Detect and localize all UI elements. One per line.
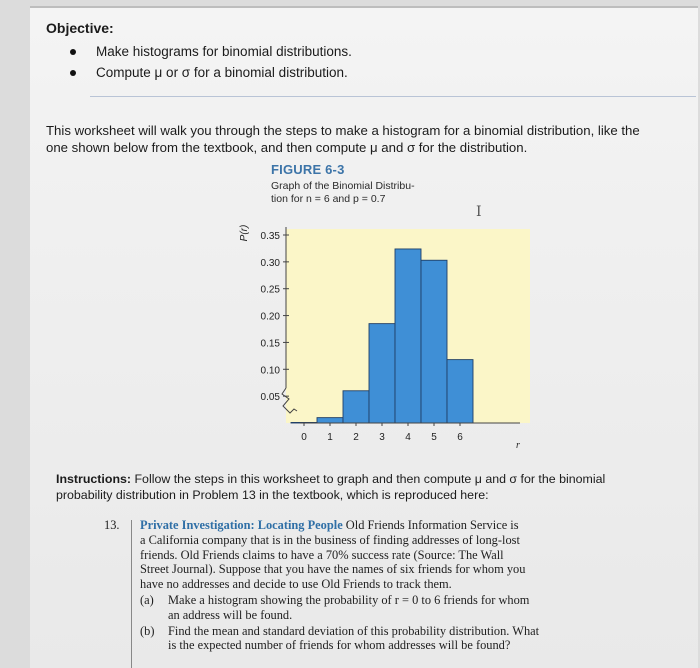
intro-paragraph — [46, 122, 686, 156]
problem-line: a California company that is in the business of finding addresses of long-lost — [140, 532, 520, 547]
part-a-label: (a) — [140, 592, 154, 607]
x-tick-label: 6 — [457, 432, 463, 443]
instructions-label: Instructions: — [56, 472, 132, 486]
problem-line: Make a histogram showing the probability of r = 0 to 6 friends for whom — [168, 592, 530, 607]
problem-body — [140, 518, 596, 653]
binomial-histogram — [200, 208, 530, 458]
histogram-bar — [421, 260, 447, 423]
y-tick-label: 0.20 — [260, 311, 280, 323]
part-b-label: (b) — [140, 623, 155, 638]
instructions-line: probability distribution in Problem 13 in the textbook, which is reproduced here: — [56, 488, 489, 502]
figure-caption-line: tion for n = 6 and p = 0.7 — [271, 192, 386, 205]
intro-line: one shown below from the textbook, and then compute μ and σ for the distribution. — [46, 140, 528, 155]
x-tick-label: 0 — [301, 432, 307, 443]
section-divider — [90, 96, 696, 97]
problem-title: Private Investigation: Locating People — [140, 518, 343, 532]
problem-line: an address will be found. — [168, 607, 293, 622]
objective-item-text: Compute μ or σ for a binomial distribution. — [96, 65, 348, 80]
y-tick-label: 0.25 — [260, 284, 280, 296]
instructions-text: Follow the steps in this worksheet to graph and then compute μ and σ for the binomial — [131, 472, 606, 486]
histogram-bar — [395, 249, 421, 423]
x-tick-label: 5 — [431, 432, 437, 443]
instructions-line — [56, 471, 676, 487]
x-axis-label: r — [516, 440, 520, 451]
instructions-paragraph — [56, 471, 676, 503]
problem-line: have no addresses and decide to use Old Friends to track them. — [140, 577, 452, 592]
histogram-bar — [447, 360, 473, 423]
intro-line: This worksheet will walk you through the steps to make a histogram for a binomial distribution, like the — [46, 123, 640, 138]
x-tick-label: 2 — [353, 432, 359, 443]
objective-item-text: Make histograms for binomial distributions. — [96, 44, 352, 59]
histogram-bar — [343, 391, 369, 423]
x-tick-label: 1 — [327, 432, 333, 443]
objective-heading: Objective: — [46, 20, 114, 36]
text-cursor-icon: I — [476, 204, 482, 220]
y-axis-label: P(r) — [239, 224, 250, 242]
objective-item — [70, 62, 352, 83]
objective-list — [70, 41, 352, 83]
y-tick-label: 0.10 — [260, 365, 280, 377]
bullet-icon — [70, 49, 76, 55]
y-tick-label: 0.35 — [260, 231, 280, 242]
figure-caption — [271, 180, 491, 205]
y-tick-label: 0.30 — [260, 257, 280, 269]
problem-text: Old Friends Information Service is — [342, 518, 519, 532]
y-tick-label: 0.05 — [260, 392, 280, 404]
problem-line: Find the mean and standard deviation of this probability distribution. What — [168, 623, 540, 638]
x-tick-label: 3 — [379, 432, 385, 443]
bullet-icon — [70, 70, 76, 76]
worksheet-page — [30, 6, 698, 668]
problem-line — [140, 518, 596, 533]
problem-number: 13. — [104, 518, 120, 532]
problem-line: Street Journal). Suppose that you have the names of six friends for whom you — [140, 562, 526, 577]
histogram-bar — [369, 324, 395, 423]
objective-item — [70, 41, 352, 62]
figure-caption-line: Graph of the Binomial Distribu- — [271, 180, 415, 192]
problem-rule — [131, 520, 132, 668]
problem-line: friends. Old Friends claims to have a 70% success rate (Source: The Wall — [140, 547, 504, 562]
problem-line: is the expected number of friends for whom addresses will be found? — [168, 638, 511, 653]
problem-part-b — [140, 624, 596, 654]
x-tick-label: 4 — [405, 432, 411, 443]
histogram-bar — [317, 418, 343, 423]
y-tick-label: 0.15 — [260, 338, 280, 350]
figure-label: FIGURE 6-3 — [271, 162, 345, 177]
problem-part-a — [140, 593, 596, 623]
